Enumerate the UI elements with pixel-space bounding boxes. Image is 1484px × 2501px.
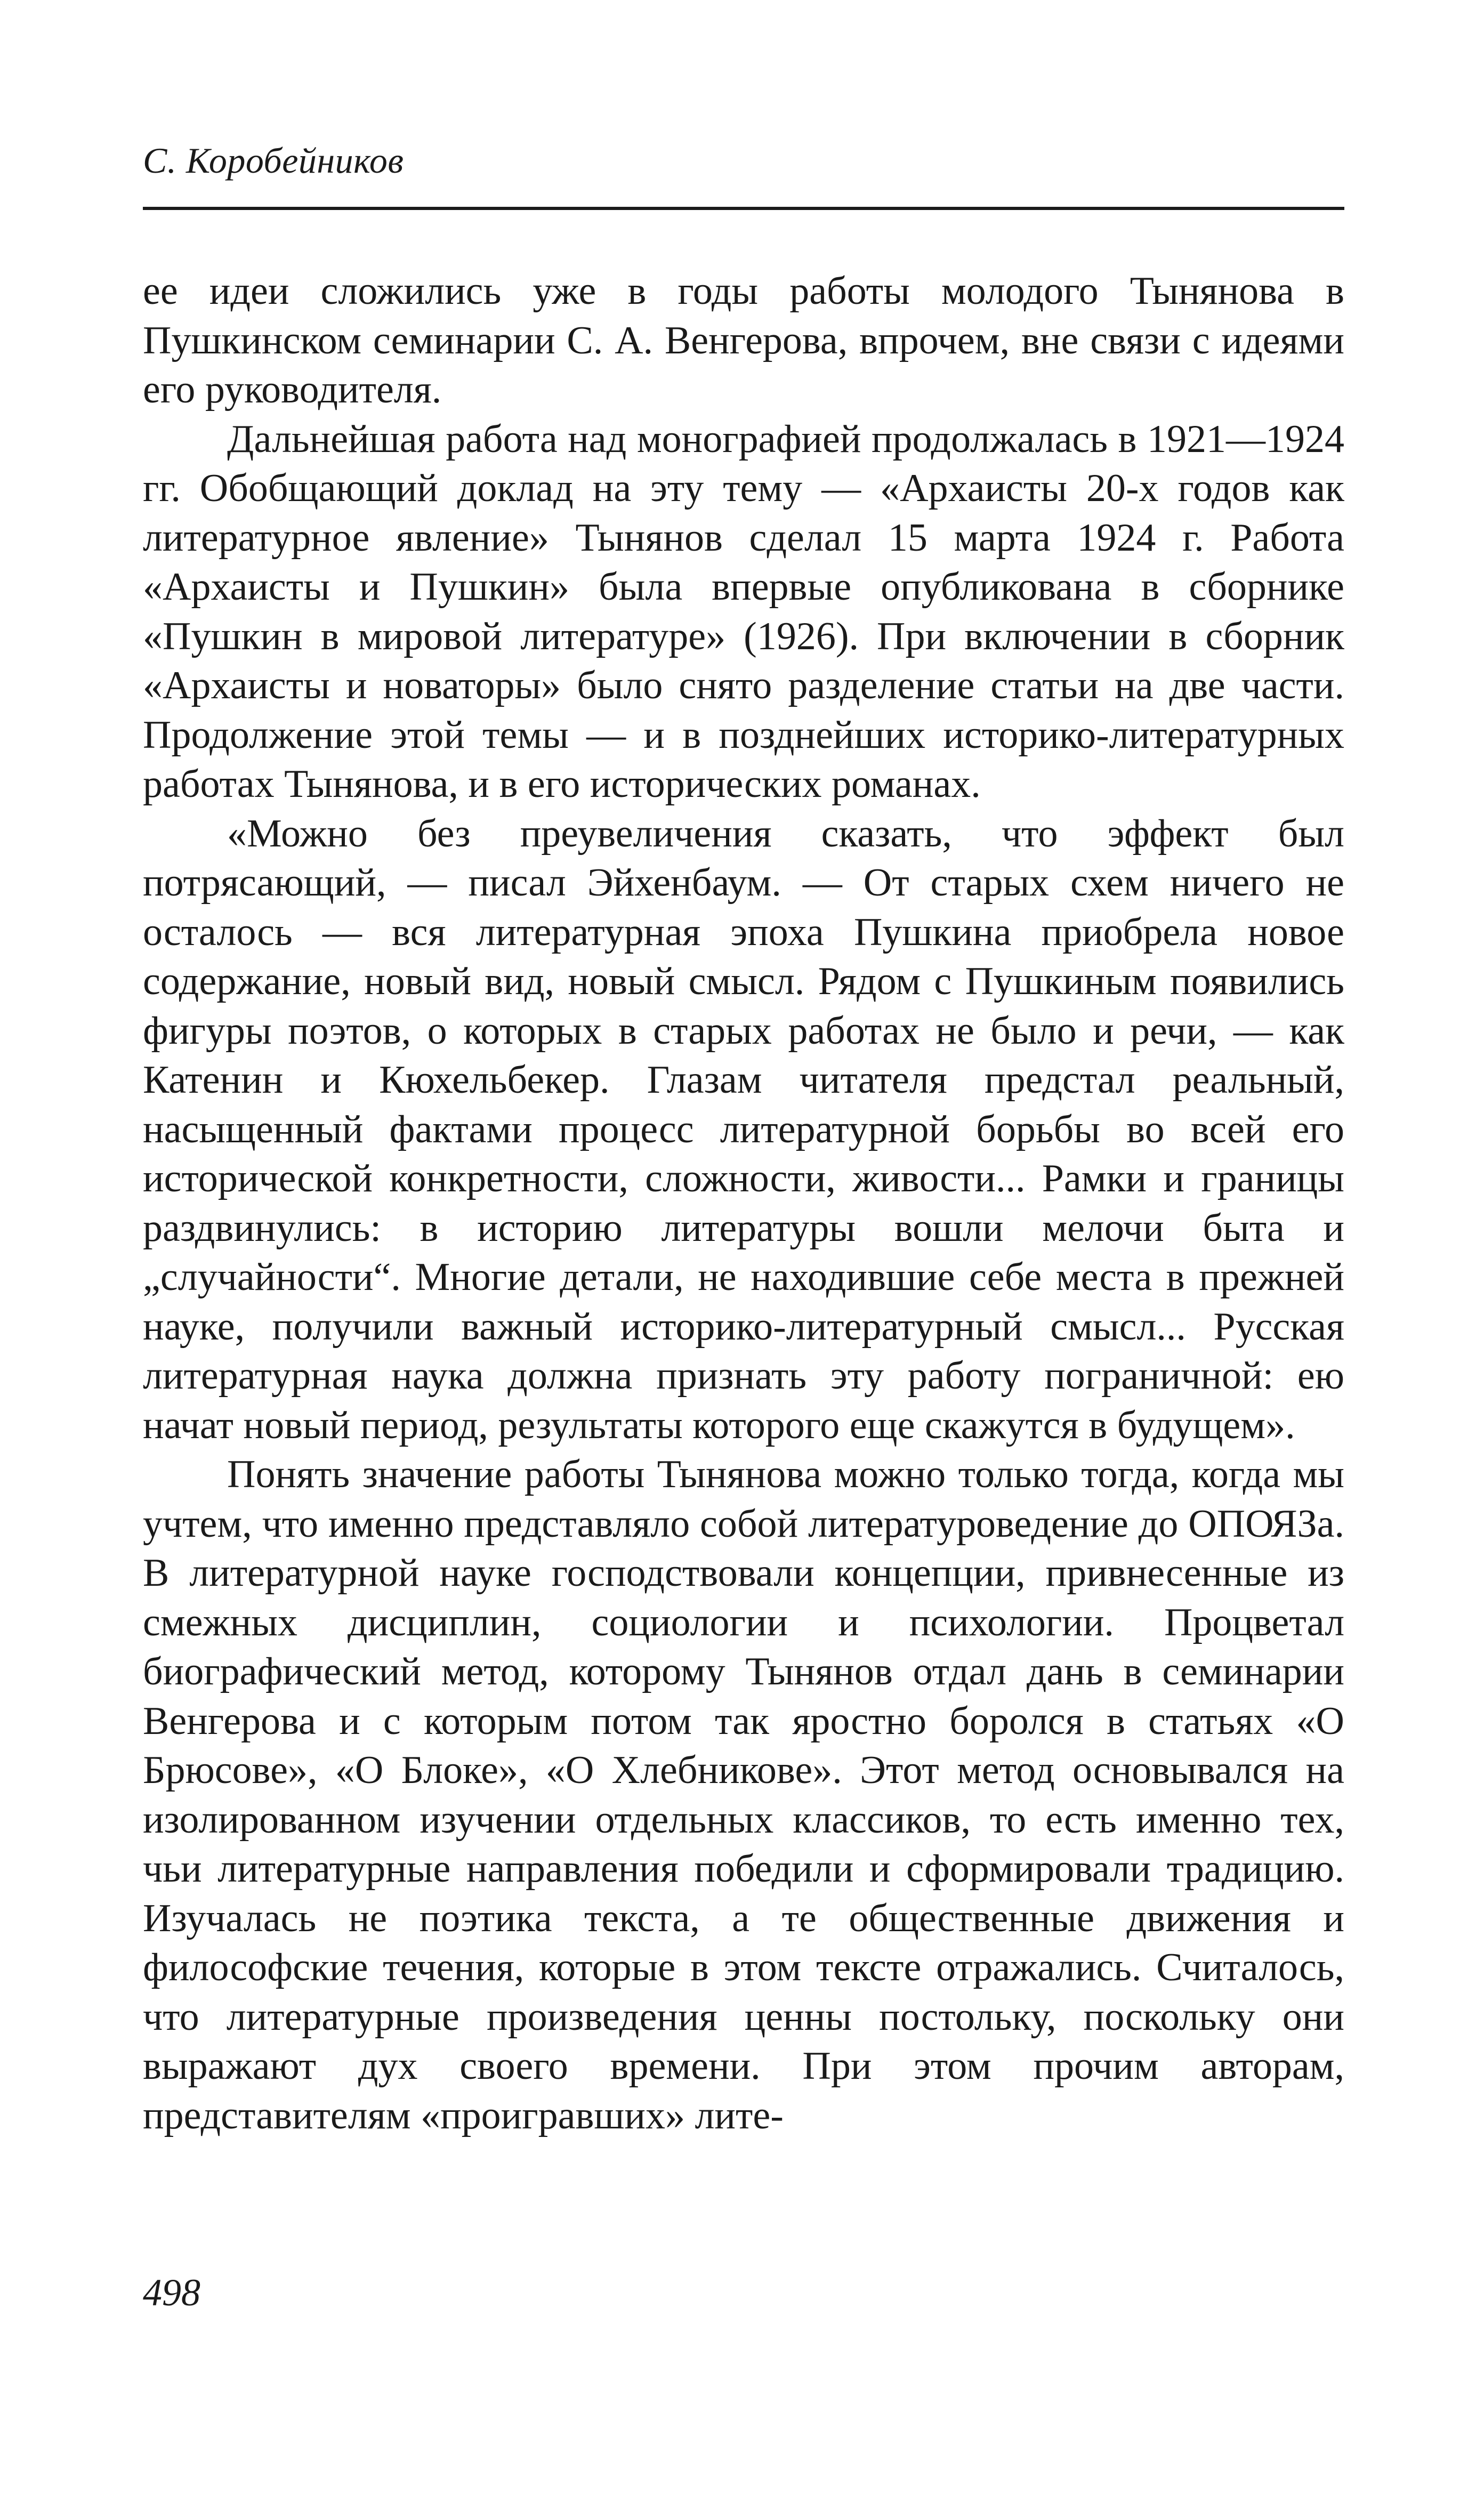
paragraph: Дальнейшая работа над монографией продолжалась в 1921—1924 гг. Обобщающий доклад на эту тему — «Архаисты 20-х годов как литературное явление» Тынянов сделал 15 марта 1924 г. Работа «Архаисты и Пушкин» была впервые опубликована в сборнике «Пушкин в мировой литературе» (1926). При включении в сборник «Архаисты и новаторы» было снято разделение статьи на две части. Продолжение этой темы — и в позднейших историко-литературных работах Тынянова, и в его исторических романах. xyxy=(143,417,1344,806)
paragraph: Понять значение работы Тынянова можно только тогда, когда мы учтем, что именно представляло собой литературоведение до ОПОЯЗа. В литературной науке господствовали концепции, привнесенные из смежных дисциплин, социологии и психологии. Процветал биографический метод, которому Тынянов отдал дань в семинарии Венгерова и с которым потом так яростно боролся в статьях «О Брюсове», «О Блоке», «О Хлебникове». Этот метод основывался на изолированном изучении отдельных классиков, то есть именно тех, чьи литературные направления победили и сформировали традицию. Изучалась не поэтика текста, а те общественные движения и философские течения, которые в этом тексте отражались. Считалось, что литературные произведения ценны постольку, поскольку они выражают дух своего времени. При этом прочим авторам, представителям «проигравших» лите- xyxy=(143,1453,1344,2137)
running-head: С. Коробейников xyxy=(143,140,404,181)
paragraph-continued: ее идеи сложились уже в годы работы молодого Тынянова в Пушкинском семинарии С. А. Венгерова, впрочем, вне связи с идеями его руководителя. xyxy=(143,269,1344,412)
body-text xyxy=(143,267,1344,2140)
page-number: 498 xyxy=(143,2271,200,2314)
header-rule xyxy=(143,207,1344,210)
paragraph-quote: «Можно без преувеличения сказать, что эффект был потрясающий, — писал Эйхенбаум. — От старых схем ничего не осталось — вся литературная эпоха Пушкина приобрела новое содержание, новый вид, новый смысл. Рядом с Пушкиным появились фигуры поэтов, о которых в старых работах не было и речи, — как Катенин и Кюхельбекер. Глазам читателя предстал реальный, насыщенный фактами процесс литературной борьбы во всей его исторической конкретности, сложности, живости... Рамки и границы раздвинулись: в историю литературы вошли мелочи быта и „случайности“. Многие детали, не находившие себе места в прежней науке, получили важный историко-литературный смысл... Русская литературная наука должна признать эту работу пограничной: ею начат новый период, результаты которого еще скажутся в будущем». xyxy=(143,811,1344,1447)
